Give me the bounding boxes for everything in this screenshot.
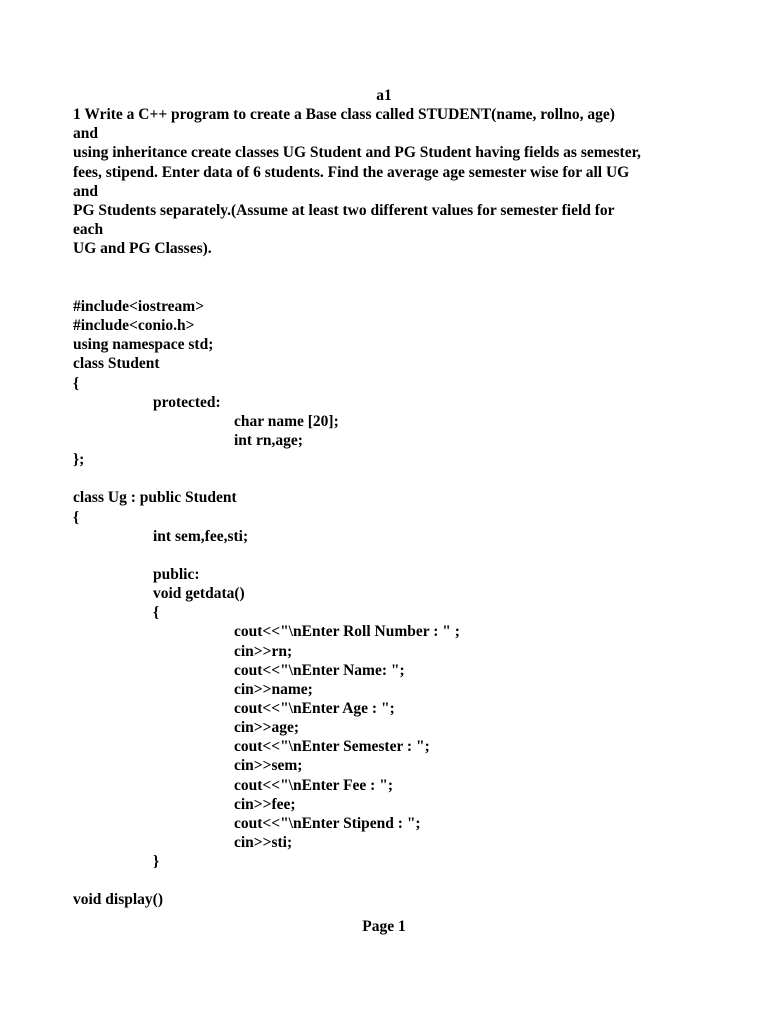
code-line: cin>>sem; (234, 757, 303, 775)
code-line: int rn,age; (234, 431, 303, 449)
problem-line: 1 Write a C++ program to create a Base class called STUDENT(name, rollno, age) (73, 106, 615, 123)
problem-line: fees, stipend. Enter data of 6 students. Find the average age semester wise for all UG (73, 163, 630, 181)
code-line: cin>>sti; (234, 833, 293, 851)
code-line: cout<<"\nEnter Age : "; (234, 699, 395, 717)
page-header: a1 (376, 87, 392, 104)
code-line: cin>>age; (234, 719, 300, 737)
code-line: int sem,fee,sti; (153, 527, 249, 545)
code-line: cin>>rn; (234, 642, 293, 660)
problem-line: and (73, 125, 98, 143)
code-line: cout<<"\nEnter Name: "; (234, 661, 405, 679)
code-line: }; (73, 451, 85, 469)
problem-line: PG Students separately.(Assume at least two different values for semester field for (73, 201, 615, 219)
code-line: #include<iostream> (73, 298, 205, 315)
code-line: class Ug : public Student (73, 489, 237, 507)
code-line: { (153, 604, 160, 622)
page-number: Page 1 (362, 918, 406, 935)
problem-statement (73, 105, 713, 259)
problem-line: and (73, 182, 98, 200)
code-line (73, 871, 713, 890)
code-line: cin>>name; (234, 680, 313, 698)
problem-line: UG and PG Classes). (73, 240, 212, 258)
problem-line: each (73, 221, 104, 239)
code-line: char name [20]; (234, 412, 339, 430)
code-line: } (153, 853, 160, 871)
code-line: cout<<"\nEnter Stipend : "; (234, 814, 421, 832)
code-line: protected: (153, 393, 221, 411)
code-listing (73, 297, 713, 910)
code-line (73, 546, 713, 565)
code-line: void getdata() (153, 585, 245, 603)
code-line: public: (153, 565, 200, 583)
code-line: void display() (73, 891, 164, 909)
code-line (73, 469, 713, 488)
code-line: cout<<"\nEnter Semester : "; (234, 738, 430, 756)
problem-line: using inheritance create classes UG Student and PG Student having fields as semester, (73, 144, 641, 162)
code-line: class Student (73, 355, 160, 373)
code-line: cout<<"\nEnter Roll Number : " ; (234, 623, 460, 641)
code-line: #include<conio.h> (73, 317, 195, 335)
code-line: { (73, 374, 80, 392)
code-line: { (73, 508, 80, 526)
code-line: using namespace std; (73, 336, 214, 354)
code-line: cin>>fee; (234, 795, 296, 813)
code-line: cout<<"\nEnter Fee : "; (234, 776, 393, 794)
